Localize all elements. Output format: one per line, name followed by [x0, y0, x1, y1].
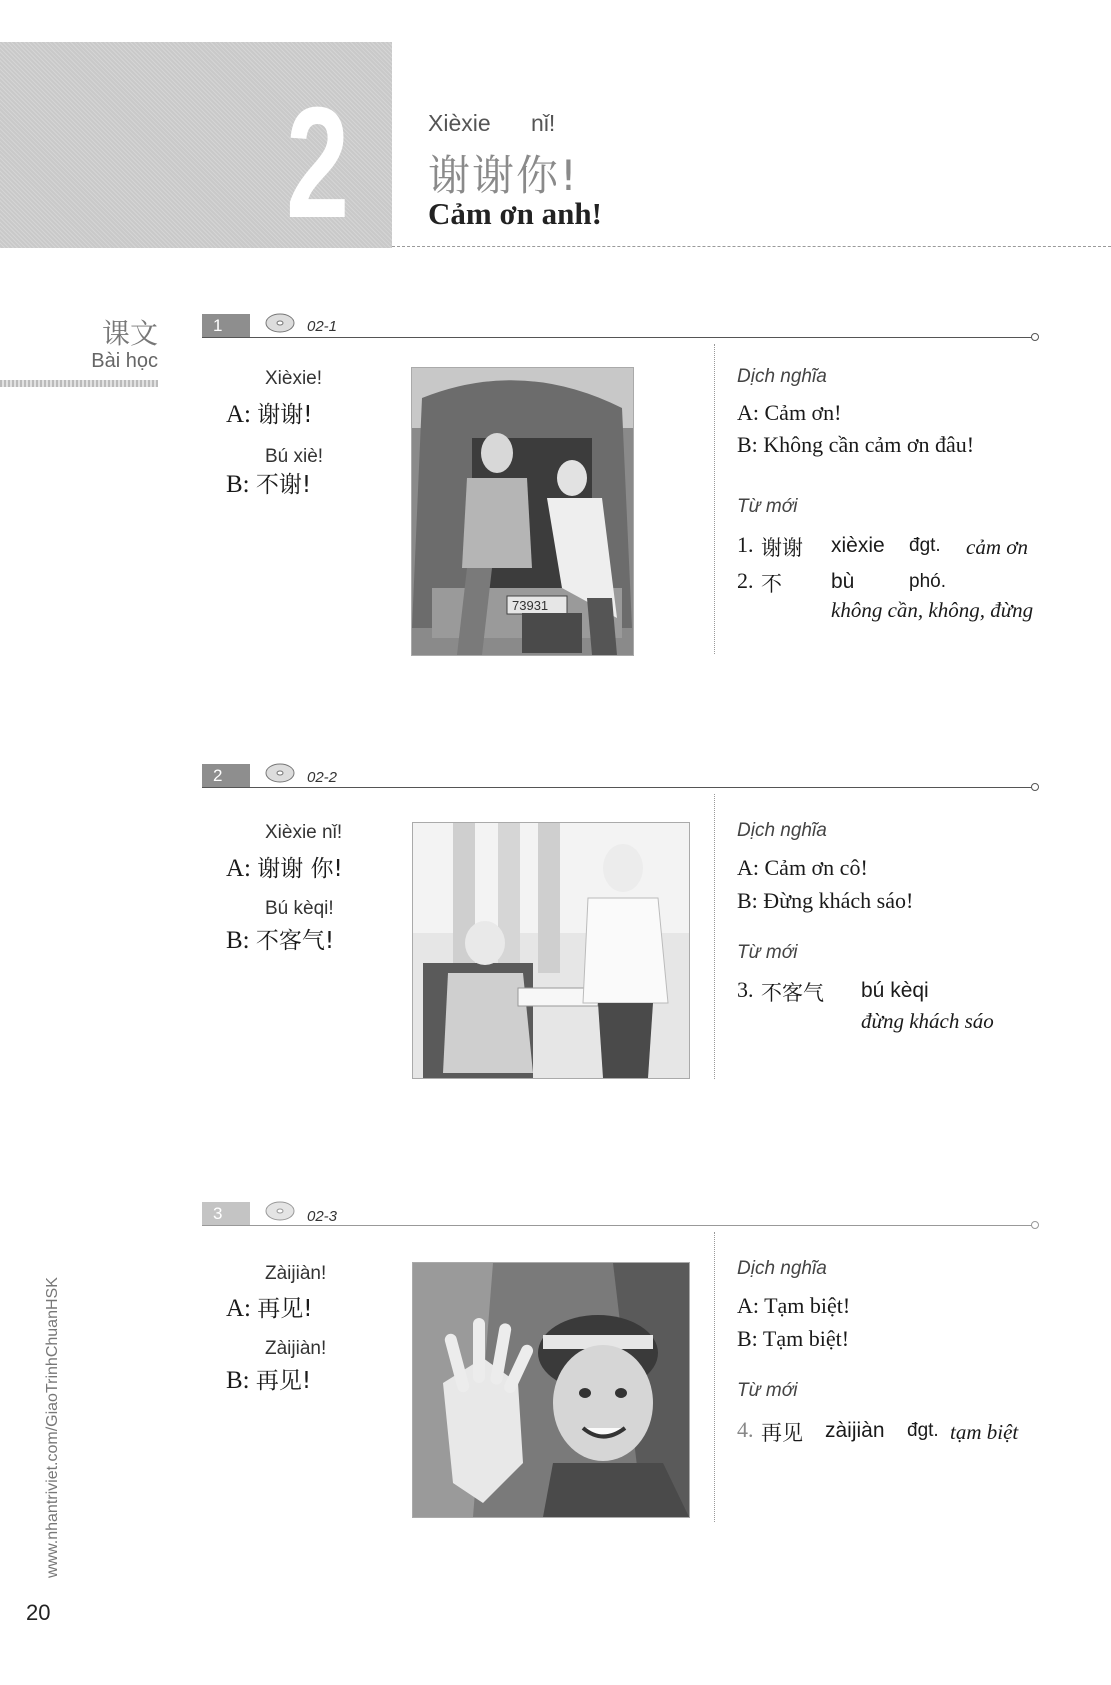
column-divider: [714, 1232, 715, 1522]
section-rule-dot: [1031, 333, 1039, 341]
dialogue-hanzi: 不谢!: [255, 472, 312, 498]
vocab-number: 4.: [737, 1417, 754, 1442]
vocab-number: 1.: [737, 532, 754, 557]
translation-line: A: Cảm ơn cô!: [737, 855, 868, 880]
translation-heading: Dịch nghĩa: [737, 820, 827, 841]
vocab-entry-2: [737, 568, 1077, 628]
vocab-pinyin: xièxie: [831, 534, 885, 557]
vocab-number: 3.: [737, 977, 754, 1002]
side-label-bar: [0, 380, 158, 387]
translation-line: B: Đừng khách sáo!: [737, 888, 914, 913]
vocab-meaning: không cần, không, đừng: [831, 598, 1034, 622]
vocab-hanzi: 再见: [761, 1421, 803, 1445]
lesson-title-hanzi: 谢谢你!: [428, 151, 579, 200]
vertical-website-url[interactable]: www.nhantriviet.com/GiaoTrinhChuanHSK: [44, 1277, 61, 1578]
side-label-vietnamese: Bài học: [91, 350, 158, 372]
translation-line: A: Tạm biệt!: [737, 1293, 851, 1318]
audio-cd-icon[interactable]: [264, 312, 296, 334]
section-rule: [202, 337, 1032, 338]
photo-nurse-serving: [412, 822, 690, 1079]
dialogue-line-a: [226, 1290, 312, 1323]
dialogue-line-b: [226, 466, 311, 499]
license-plate-text: 73931: [512, 598, 549, 613]
translation-heading: Dịch nghĩa: [737, 366, 827, 387]
translation-line: B: Không cần cảm ơn đâu!: [737, 432, 975, 457]
dialogue-pinyin: Xièxie!: [265, 368, 323, 389]
new-words-heading: Từ mới: [737, 942, 798, 963]
lesson-title-vietnamese: Cảm ơn anh!: [428, 196, 602, 231]
audio-cd-icon[interactable]: [264, 762, 296, 784]
vocab-hanzi: 谢谢: [761, 536, 803, 560]
vocab-hanzi: 不: [761, 572, 782, 596]
side-label-hanzi: 课文: [101, 317, 158, 350]
dialogue-hanzi: 再见!: [257, 1296, 313, 1322]
vocab-hanzi: 不客气: [761, 981, 824, 1005]
dialogue-hanzi: 再见!: [255, 1368, 312, 1394]
section-badge: 3: [202, 1202, 250, 1226]
vocab-meaning: tạm biệt: [950, 1420, 1019, 1444]
audio-track-label[interactable]: 02-1: [307, 318, 338, 335]
translation-line: B: Tạm biệt!: [737, 1326, 850, 1351]
lesson-number: 2: [285, 75, 350, 251]
new-words-heading: Từ mới: [737, 496, 798, 517]
vocab-part-of-speech: đgt.: [907, 1420, 939, 1441]
photo-car-trunk: [411, 367, 634, 656]
dialogue-line-a: [226, 396, 312, 429]
section-badge: 2: [202, 764, 250, 788]
vocab-entry-1: [737, 532, 1077, 562]
audio-track-label[interactable]: 02-3: [307, 1208, 338, 1225]
vocab-pinyin: bú kèqi: [861, 979, 929, 1002]
new-words-heading: Từ mới: [737, 1380, 798, 1401]
dialogue-hanzi: 不客气!: [255, 928, 335, 954]
speaker-label: B:: [226, 471, 250, 498]
speaker-label: B:: [226, 1367, 250, 1394]
lesson-title-pinyin: Xièxie nǐ!: [428, 110, 556, 136]
dialogue-hanzi: 谢谢!: [257, 402, 313, 428]
dialogue-hanzi: 谢谢 你!: [257, 856, 343, 882]
dialogue-pinyin: Xièxie nǐ!: [265, 822, 343, 843]
vocab-part-of-speech: đgt.: [909, 535, 941, 556]
translation-heading: Dịch nghĩa: [737, 1258, 827, 1279]
speaker-label: A:: [226, 401, 251, 428]
speaker-label: B:: [226, 927, 250, 954]
section-rule-dot: [1031, 1221, 1039, 1229]
header-divider: [392, 246, 1111, 247]
column-divider: [714, 344, 715, 654]
section-rule: [202, 787, 1032, 788]
dialogue-pinyin: Zàijiàn!: [265, 1263, 327, 1284]
dialogue-pinyin: Bú xiè!: [265, 446, 324, 467]
vocab-entry-3: [737, 977, 1077, 1037]
page-number: 20: [26, 1600, 51, 1625]
dialogue-line-b: [226, 1362, 311, 1395]
section-rule: [202, 1225, 1032, 1226]
translation-line: A: Cảm ơn!: [737, 400, 842, 425]
dialogue-line-a: [226, 850, 343, 883]
dialogue-pinyin: Zàijiàn!: [265, 1338, 327, 1359]
vocab-meaning: đừng khách sáo: [861, 1009, 994, 1033]
dialogue-line-b: [226, 922, 334, 955]
speaker-label: A:: [226, 855, 251, 882]
vocab-part-of-speech: phó.: [909, 571, 946, 592]
section-rule-dot: [1031, 783, 1039, 791]
vocab-meaning: cảm ơn: [966, 535, 1028, 559]
vocab-pinyin: zàijiàn: [825, 1419, 885, 1442]
audio-track-label[interactable]: 02-2: [307, 769, 338, 786]
vocab-entry-4: [737, 1417, 1077, 1447]
section-badge: 1: [202, 314, 250, 338]
vocab-pinyin: bù: [831, 570, 855, 593]
audio-cd-icon[interactable]: [264, 1200, 296, 1222]
dialogue-pinyin: Bú kèqi!: [265, 898, 334, 919]
vocab-number: 2.: [737, 568, 754, 593]
photo-girl-waving: [412, 1262, 690, 1518]
speaker-label: A:: [226, 1295, 251, 1322]
column-divider: [714, 794, 715, 1079]
